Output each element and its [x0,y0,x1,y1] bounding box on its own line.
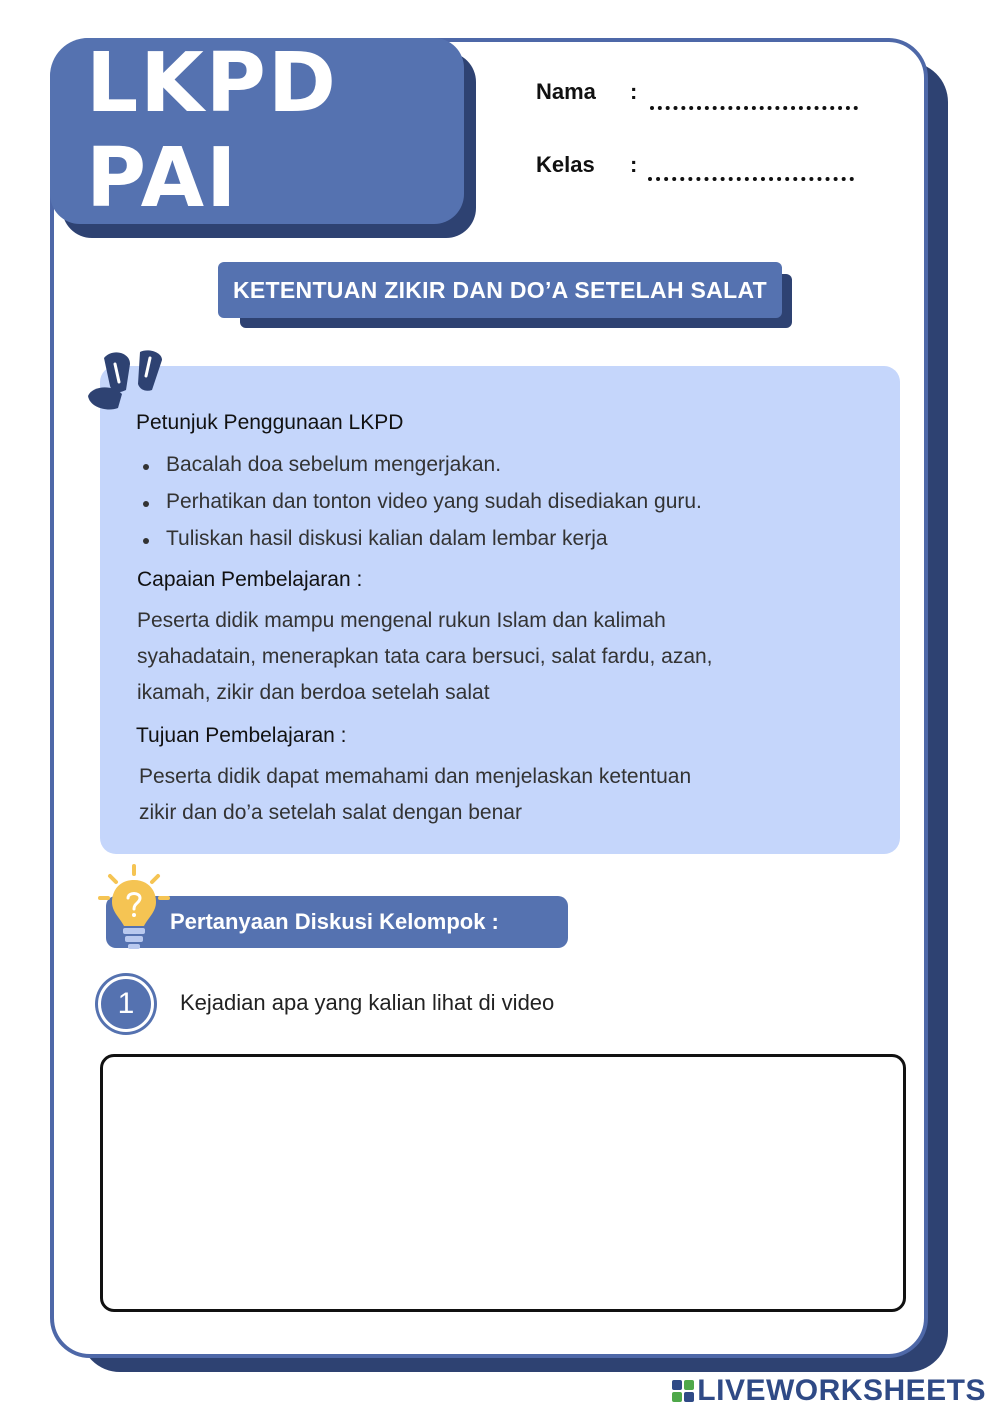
discussion-header [106,896,568,948]
list-item: Perhatikan dan tonton video yang sudah disediakan guru. [138,490,878,527]
title-tab [50,38,464,224]
class-label: Kelas [536,152,595,177]
achievement-text: Peserta didik mampu mengenal rukun Islam dan kalimah syahadatain, menerapkan tata cara bersuci, salat fardu, azan, ikamah, zikir dan berdoa setelah salat [137,609,713,704]
objective-text: Peserta didik dapat memahami dan menjelaskan ketentuan zikir dan do’a setelah salat dengan benar [139,765,692,824]
class-colon: : [630,152,638,177]
exclamation-accent-icon [82,346,166,414]
list-item: Bacalah doa sebelum mengerjakan. [138,453,878,490]
subtitle-text: KETENTUAN ZIKIR DAN DO’A SETELAH SALAT [233,276,767,303]
achievement-heading: Capaian Pembelajaran : [137,568,363,591]
class-field[interactable] [648,177,854,181]
bullet-icon [143,464,149,470]
watermark-text: LIVEWORKSHEETS [697,1374,986,1407]
page-title: LKPD PAI [86,36,338,226]
name-colon: : [630,79,638,104]
objective-heading: Tujuan Pembelajaran : [136,724,347,747]
liveworksheets-logo-icon [671,1379,695,1403]
subtitle-banner [218,262,782,318]
question-text: Kejadian apa yang kalian lihat di video [180,990,555,1015]
discussion-heading: Pertanyaan Diskusi Kelompok : [170,909,499,934]
liveworksheets-watermark [671,1374,986,1408]
question-number-badge [98,976,154,1032]
instructions-heading: Petunjuk Penggunaan LKPD [136,411,404,434]
lightbulb-icon [96,862,172,952]
name-field[interactable] [650,106,858,110]
bullet-icon [143,501,149,507]
name-label: Nama [536,79,596,104]
answer-textbox[interactable] [100,1054,906,1312]
instructions-list [138,453,878,564]
bullet-icon [143,538,149,544]
list-item: Tuliskan hasil diskusi kalian dalam lembar kerja [138,527,878,564]
question-number: 1 [117,987,135,1020]
